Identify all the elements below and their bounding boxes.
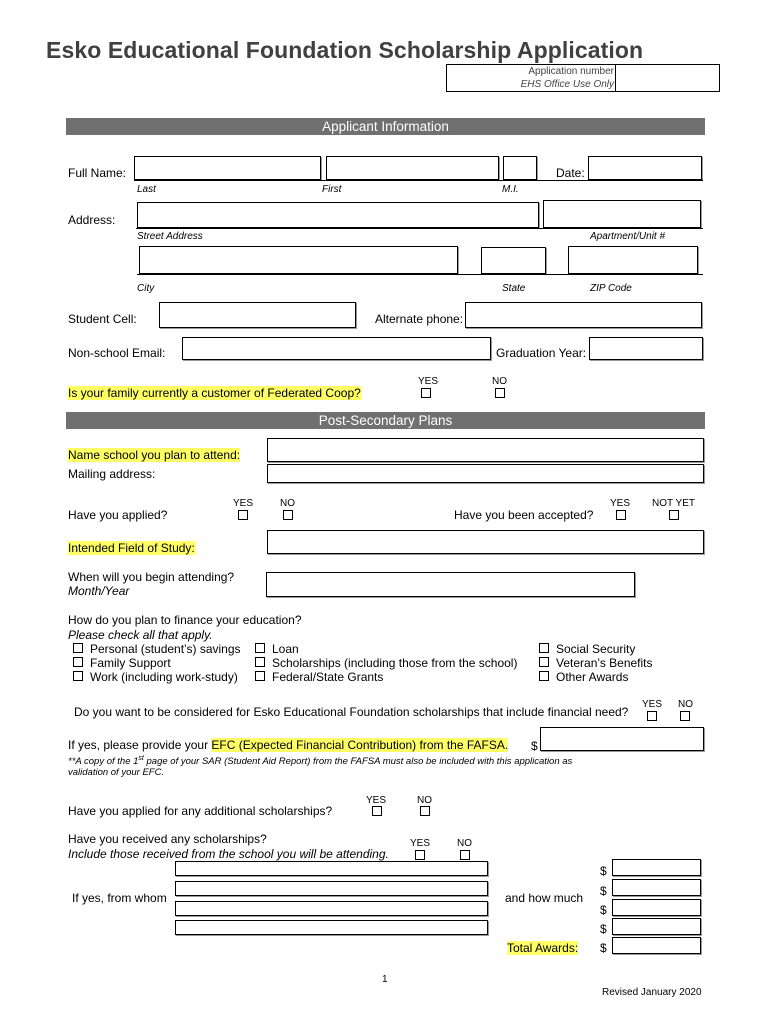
amount-dollar-3: $	[600, 903, 607, 917]
accepted-question: Have you been accepted?	[454, 508, 594, 522]
received-scholarships-note: Include those received from the school you will be attending.	[68, 847, 389, 861]
sar-note-body: page of your SAR (Student Aid Report) from the FAFSA must also be included with this application as	[143, 756, 573, 768]
accepted-yes-checkbox[interactable]	[616, 510, 626, 520]
need-no-checkbox[interactable]	[680, 711, 690, 721]
field-of-study-field[interactable]	[267, 530, 704, 554]
sar-note-sup: st	[138, 755, 144, 762]
apartment-field[interactable]	[543, 200, 701, 228]
date-field[interactable]	[588, 156, 702, 180]
received-yes-label: YES	[410, 838, 431, 849]
need-yes-label: YES	[642, 699, 663, 710]
city-underline	[137, 274, 703, 275]
efc-dollar-sign: $	[531, 739, 538, 753]
last-caption: Last	[137, 184, 156, 195]
from-whom-field-2[interactable]	[175, 881, 488, 896]
accepted-not-yet-checkbox[interactable]	[669, 510, 679, 520]
scholarships-checkbox[interactable]	[255, 657, 265, 667]
sar-note-line2: validation of your EFC.	[68, 767, 165, 778]
received-yes-checkbox[interactable]	[415, 850, 425, 860]
alternate-phone-field[interactable]	[465, 302, 702, 328]
efc-amount-field[interactable]	[540, 727, 704, 751]
application-number-field[interactable]	[616, 65, 719, 91]
additional-scholarships-question: Have you applied for any additional scholarships?	[68, 804, 333, 818]
loan-checkbox[interactable]	[255, 643, 265, 653]
total-awards-field[interactable]	[612, 937, 701, 954]
from-whom-field-3[interactable]	[175, 901, 488, 916]
check-all-caption: Please check all that apply.	[68, 628, 213, 642]
applied-yes-checkbox[interactable]	[238, 510, 248, 520]
work-label: Work (including work-study)	[90, 670, 238, 684]
grants-label: Federal/State Grants	[272, 670, 384, 684]
family-support-label: Family Support	[90, 656, 171, 670]
finance-question: How do you plan to finance your education?	[68, 613, 302, 627]
state-caption: State	[502, 283, 526, 294]
additional-no-label: NO	[417, 795, 432, 806]
total-dollar-sign: $	[600, 941, 607, 955]
application-number-label: Application number	[528, 66, 614, 77]
need-no-label: NO	[678, 699, 693, 710]
loan-label: Loan	[272, 642, 299, 656]
applied-no-checkbox[interactable]	[283, 510, 293, 520]
street-caption: Street Address	[137, 231, 203, 242]
coop-yes-label: YES	[418, 376, 439, 387]
efc-highlight: EFC (Expected Financial Contribution) from the FAFSA.	[211, 738, 509, 752]
financial-need-question: Do you want to be considered for Esko Educational Foundation scholarships that include financial need?	[74, 705, 629, 719]
coop-no-checkbox[interactable]	[495, 388, 505, 398]
mailing-address-field[interactable]	[267, 464, 704, 483]
federated-coop-question: Is your family currently a customer of Federated Coop?	[68, 386, 361, 400]
efc-instruction-prefix: If yes, please provide your	[68, 738, 212, 752]
personal-savings-label: Personal (student’s) savings	[90, 642, 241, 656]
coop-no-label: NO	[492, 376, 507, 387]
mailing-address-label: Mailing address:	[68, 467, 156, 481]
date-label: Date:	[556, 166, 585, 180]
additional-yes-checkbox[interactable]	[372, 806, 382, 816]
graduation-year-field[interactable]	[589, 337, 703, 360]
alternate-phone-label: Alternate phone:	[375, 312, 464, 326]
total-awards-label: Total Awards:	[507, 941, 579, 955]
veterans-benefits-label: Veteran’s Benefits	[556, 656, 653, 670]
accepted-yes-label: YES	[610, 498, 631, 509]
field-of-study-label: Intended Field of Study:	[68, 541, 195, 555]
applied-question: Have you applied?	[68, 508, 168, 522]
from-whom-label: If yes, from whom	[72, 891, 167, 905]
begin-attending-question: When will you begin attending?	[68, 570, 235, 584]
how-much-label: and how much	[505, 891, 584, 905]
section-applicant-information: Applicant Information	[66, 118, 705, 135]
middle-initial-field[interactable]	[503, 156, 537, 180]
month-year-caption: Month/Year	[68, 584, 130, 598]
mi-caption: M.I.	[502, 184, 519, 195]
efc-instruction	[68, 738, 508, 752]
street-address-field[interactable]	[137, 202, 539, 228]
other-awards-label: Other Awards	[556, 670, 629, 684]
additional-no-checkbox[interactable]	[420, 806, 430, 816]
city-caption: City	[137, 283, 155, 294]
section-post-secondary-plans: Post-Secondary Plans	[66, 412, 705, 429]
received-no-checkbox[interactable]	[460, 850, 470, 860]
coop-yes-checkbox[interactable]	[421, 388, 431, 398]
amount-dollar-2: $	[600, 884, 607, 898]
accepted-not-yet-label: NOT YET	[652, 498, 695, 509]
amount-field-2[interactable]	[612, 879, 701, 896]
veterans-benefits-checkbox[interactable]	[539, 657, 549, 667]
office-use-label: EHS Office Use Only	[520, 79, 614, 90]
social-security-label: Social Security	[556, 642, 636, 656]
city-field[interactable]	[139, 246, 458, 274]
address-label: Address:	[68, 213, 116, 227]
graduation-year-label: Graduation Year:	[496, 346, 587, 360]
first-caption: First	[322, 184, 342, 195]
additional-yes-label: YES	[366, 795, 387, 806]
applied-yes-label: YES	[233, 498, 254, 509]
state-field[interactable]	[481, 247, 546, 274]
revised-date: Revised January 2020	[602, 987, 702, 998]
apartment-caption: Apartment/Unit #	[590, 231, 666, 242]
grants-checkbox[interactable]	[255, 671, 265, 681]
email-label: Non-school Email:	[68, 346, 166, 360]
first-name-field[interactable]	[326, 156, 499, 180]
need-yes-checkbox[interactable]	[647, 711, 657, 721]
page-title: Esko Educational Foundation Scholarship Application	[46, 37, 644, 63]
amount-field-1[interactable]	[612, 859, 701, 876]
received-scholarships-question: Have you received any scholarships?	[68, 832, 267, 846]
amount-field-3[interactable]	[612, 899, 701, 916]
last-name-field[interactable]	[134, 156, 321, 180]
address-underline	[136, 228, 703, 229]
full-name-label: Full Name:	[68, 166, 127, 180]
zip-caption: ZIP Code	[590, 283, 632, 294]
scholarships-label: Scholarships (including those from the school)	[272, 656, 518, 670]
amount-dollar-4: $	[600, 922, 607, 936]
personal-savings-checkbox[interactable]	[73, 643, 83, 653]
other-awards-checkbox[interactable]	[539, 671, 549, 681]
zip-field[interactable]	[568, 246, 698, 274]
amount-field-4[interactable]	[612, 918, 701, 935]
work-checkbox[interactable]	[73, 671, 83, 681]
amount-dollar-1: $	[600, 864, 607, 878]
received-no-label: NO	[457, 838, 472, 849]
sar-note-prefix: **A copy of the 1	[68, 756, 139, 768]
social-security-checkbox[interactable]	[539, 643, 549, 653]
student-cell-field[interactable]	[159, 302, 356, 328]
student-cell-label: Student Cell:	[68, 312, 137, 326]
applied-no-label: NO	[280, 498, 295, 509]
begin-attending-field[interactable]	[266, 572, 635, 597]
school-name-label: Name school you plan to attend:	[68, 448, 241, 462]
email-field[interactable]	[182, 337, 491, 360]
page-number: 1	[382, 974, 388, 985]
from-whom-field-4[interactable]	[175, 920, 488, 935]
school-name-field[interactable]	[267, 438, 704, 462]
name-underline	[134, 180, 703, 181]
family-support-checkbox[interactable]	[73, 657, 83, 667]
from-whom-field-1[interactable]	[175, 861, 488, 876]
